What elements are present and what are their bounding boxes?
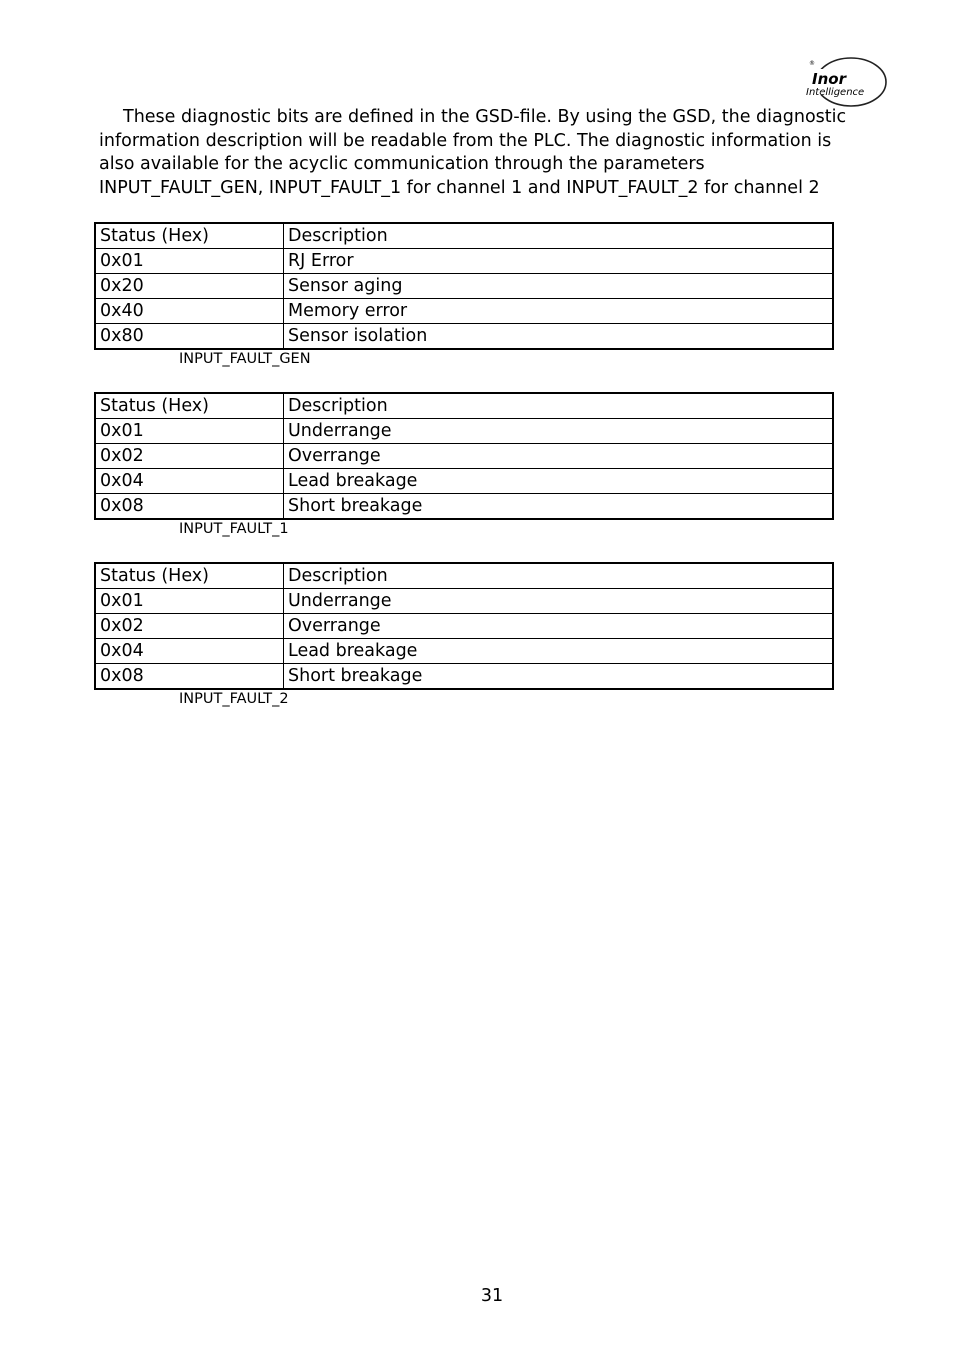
table-row xyxy=(95,249,833,274)
intro-paragraph xyxy=(99,106,859,200)
status-cell: 0x02 xyxy=(95,444,284,469)
status-cell: 0x08 xyxy=(95,664,284,690)
description-cell: RJ Error xyxy=(284,249,834,274)
header-status: Status (Hex) xyxy=(95,393,284,419)
header-status: Status (Hex) xyxy=(95,223,284,249)
table-row xyxy=(95,639,833,664)
table-row xyxy=(95,664,833,690)
table-caption: INPUT_FAULT_2 xyxy=(179,691,289,707)
table-row xyxy=(95,324,833,350)
status-cell: 0x01 xyxy=(95,249,284,274)
table-caption: INPUT_FAULT_GEN xyxy=(179,351,311,367)
table-row xyxy=(95,444,833,469)
description-cell: Short breakage xyxy=(284,664,834,690)
table-header-row xyxy=(95,223,833,249)
status-cell: 0x01 xyxy=(95,419,284,444)
description-cell: Lead breakage xyxy=(284,469,834,494)
logo-tagline: Intelligence xyxy=(806,87,865,98)
description-cell: Lead breakage xyxy=(284,639,834,664)
table-row xyxy=(95,419,833,444)
status-cell: 0x04 xyxy=(95,639,284,664)
status-cell: 0x04 xyxy=(95,469,284,494)
description-cell: Sensor aging xyxy=(284,274,834,299)
table-header-row xyxy=(95,563,833,589)
input-fault-1-table xyxy=(94,392,834,520)
table-row xyxy=(95,469,833,494)
table-row xyxy=(95,589,833,614)
status-cell: 0x40 xyxy=(95,299,284,324)
description-cell: Sensor isolation xyxy=(284,324,834,350)
input-fault-gen-table xyxy=(94,222,834,350)
header-description: Description xyxy=(284,563,834,589)
table-caption: INPUT_FAULT_1 xyxy=(179,521,289,537)
status-cell: 0x80 xyxy=(95,324,284,350)
status-cell: 0x20 xyxy=(95,274,284,299)
status-cell: 0x08 xyxy=(95,494,284,520)
table-row xyxy=(95,614,833,639)
description-cell: Underrange xyxy=(284,419,834,444)
inor-logo xyxy=(803,55,889,109)
description-cell: Overrange xyxy=(284,444,834,469)
table-row xyxy=(95,299,833,324)
header-description: Description xyxy=(284,223,834,249)
header-status: Status (Hex) xyxy=(95,563,284,589)
description-cell: Overrange xyxy=(284,614,834,639)
input-fault-2-table xyxy=(94,562,834,690)
intro-text: These diagnostic bits are defined in the GSD-file. By using the GSD, the diagnostic information description will be readable from the PLC. The diagnostic information is also available for the acyclic communication through the parameters INPUT_FAULT_GEN, INPUT_FAULT_1 for channel 1 and INPUT_FAULT_2 for channel 2 xyxy=(99,107,847,198)
description-cell: Underrange xyxy=(284,589,834,614)
description-cell: Short breakage xyxy=(284,494,834,520)
registered-mark: ® xyxy=(809,60,815,67)
status-cell: 0x01 xyxy=(95,589,284,614)
description-cell: Memory error xyxy=(284,299,834,324)
page-number: 31 xyxy=(480,1286,504,1306)
status-cell: 0x02 xyxy=(95,614,284,639)
header-description: Description xyxy=(284,393,834,419)
logo-brand: Inor xyxy=(812,70,846,88)
table-header-row xyxy=(95,393,833,419)
table-row xyxy=(95,494,833,520)
table-row xyxy=(95,274,833,299)
